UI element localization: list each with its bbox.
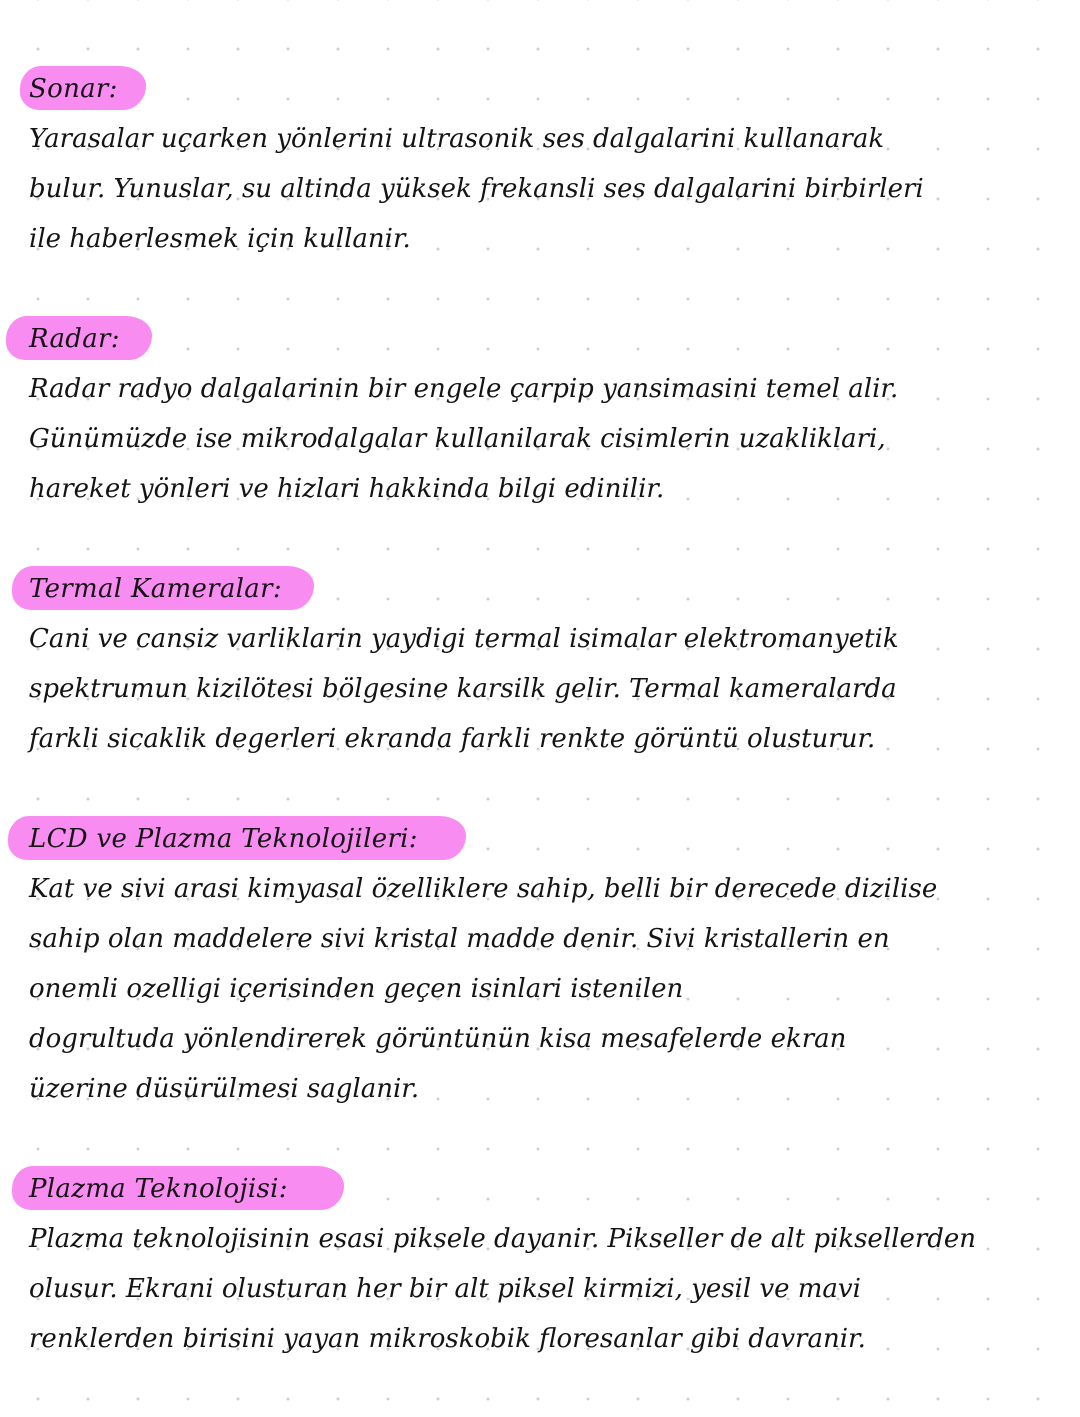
- body-line: renklerden birisini yayan mikroskobik floresanlar gibi davranir.: [29, 1324, 866, 1354]
- section-radar: [0, 314, 1080, 504]
- body-line: dogrultuda yönlendirerek görüntünün kisa mesafelerde ekran: [29, 1024, 847, 1054]
- section-plazma-teknolojisi: [0, 1164, 1080, 1354]
- body-line: farkli sicaklik degerleri ekranda farkli renkte görüntü olusturur.: [29, 724, 876, 754]
- heading-radar-wrap: [0, 314, 1080, 364]
- body-line: Plazma teknolojisinin esasi piksele dayanir. Pikseller de alt piksellerden: [29, 1224, 977, 1254]
- heading-sonar-wrap: [0, 64, 1080, 114]
- body-line: ile haberlesmek için kullanir.: [29, 224, 411, 254]
- body-line: onemli ozelligi içerisinden geçen isinlari istenilen: [29, 974, 684, 1004]
- heading-plazma-teknolojisi: Plazma Teknolojisi:: [29, 1174, 288, 1204]
- body-line: Cani ve cansiz varliklarin yaydigi termal isimalar elektromanyetik: [29, 624, 899, 654]
- section-sonar: [0, 64, 1080, 254]
- heading-termal-kameralar: Termal Kameralar:: [29, 574, 282, 604]
- heading-plazma-wrap: [0, 1164, 1080, 1214]
- heading-lcd-plazma: LCD ve Plazma Teknolojileri:: [29, 824, 418, 854]
- body-line: üzerine düsürülmesi saglanir.: [29, 1074, 420, 1104]
- heading-sonar: Sonar:: [29, 74, 118, 104]
- section-lcd-plazma: [0, 814, 1080, 1104]
- body-line: Günümüzde ise mikrodalgalar kullanilarak cisimlerin uzakliklari,: [29, 424, 886, 454]
- body-line: Radar radyo dalgalarinin bir engele çarpip yansimasini temel alir.: [29, 374, 899, 404]
- heading-lcd-wrap: [0, 814, 1080, 864]
- body-line: sahip olan maddelere sivi kristal madde denir. Sivi kristallerin en: [29, 924, 890, 954]
- heading-radar: Radar:: [29, 324, 120, 354]
- body-line: hareket yönleri ve hizlari hakkinda bilgi edinilir.: [29, 474, 665, 504]
- body-line: bulur. Yunuslar, su altinda yüksek frekansli ses dalgalarini birbirleri: [29, 174, 924, 204]
- body-line: Kat ve sivi arasi kimyasal özelliklere sahip, belli bir derecede dizilise: [29, 874, 938, 904]
- body-line: Yarasalar uçarken yönlerini ultrasonik ses dalgalarini kullanarak: [29, 124, 885, 154]
- section-termal-kameralar: [0, 564, 1080, 754]
- body-line: spektrumun kizilötesi bölgesine karsilk gelir. Termal kameralarda: [29, 674, 897, 704]
- body-line: olusur. Ekrani olusturan her bir alt piksel kirmizi, yesil ve mavi: [29, 1274, 861, 1304]
- heading-termal-wrap: [0, 564, 1080, 614]
